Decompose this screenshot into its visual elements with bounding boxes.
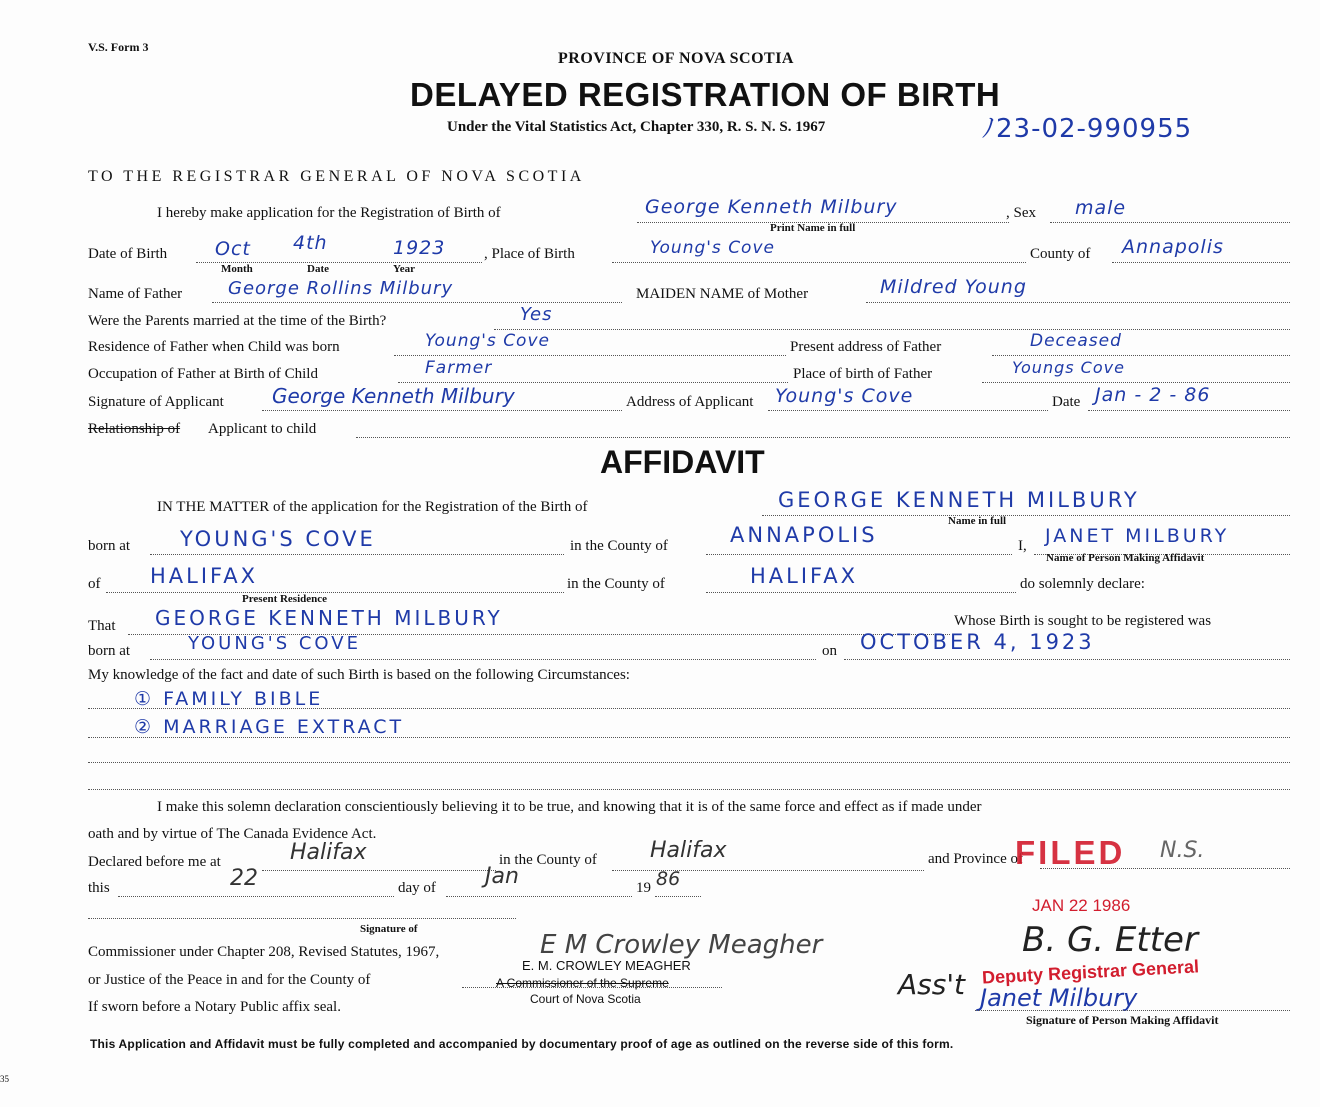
affiant-residence-value[interactable]: HALIFAX [150, 564, 258, 588]
circumstance-1[interactable]: ① FAMILY BIBLE [134, 688, 324, 710]
residence-line-aff [106, 592, 564, 593]
county-label: County of [1030, 246, 1091, 262]
dob-year-value[interactable]: 1923 [393, 237, 446, 259]
applicant-address-value[interactable]: Young's Cove [775, 385, 914, 407]
circumstance-line-4 [88, 789, 1290, 790]
name-in-full-caption: Name in full [948, 515, 1007, 527]
affiant-signature-line [975, 1010, 1290, 1011]
matter-label: IN THE MATTER of the application for the Registration of the Birth of [157, 499, 588, 515]
county-line-aff [706, 554, 1012, 555]
affidavit-child-name[interactable]: GEORGE KENNETH MILBURY [778, 488, 1140, 512]
form-title: DELAYED REGISTRATION OF BIRTH [410, 76, 1001, 113]
signature-label: Signature of Applicant [88, 394, 224, 410]
date-label: Date [1052, 394, 1081, 410]
that-name-value[interactable]: GEORGE KENNETH MILBURY [155, 606, 503, 630]
province-heading: PROVINCE OF NOVA SCOTIA [558, 50, 794, 67]
circumstance-line-3 [88, 762, 1290, 763]
on-line [844, 659, 1290, 660]
date-line [1088, 410, 1290, 411]
declared-county-label: in the County of [499, 852, 597, 868]
form-subtitle: Under the Vital Statistics Act, Chapter 330, R. S. N. S. 1967 [447, 119, 826, 135]
residence-county-value[interactable]: HALIFAX [750, 564, 858, 588]
born-at-line-2 [150, 659, 816, 660]
affiant-name-value[interactable]: JANET MILBURY [1045, 525, 1230, 547]
in-county-label-2: in the County of [567, 576, 665, 592]
day-of-label: day of [398, 880, 436, 896]
registration-number: ﾉ23-02-990955 [982, 114, 1193, 144]
born-at-value[interactable]: YOUNG'S COVE [180, 527, 376, 551]
i-label: I, [1018, 538, 1027, 554]
present-address-line [992, 355, 1290, 356]
born-at-line [150, 554, 564, 555]
on-label: on [822, 643, 837, 659]
affidavit-title: AFFIDAVIT [600, 444, 765, 480]
day-value[interactable]: 22 [230, 866, 258, 891]
commissioner-stamp-court: Court of Nova Scotia [530, 992, 641, 1006]
father-birthplace-label: Place of birth of Father [793, 366, 933, 382]
declared-label: Declared before me at [88, 854, 221, 870]
father-birthplace-value[interactable]: Youngs Cove [1012, 358, 1125, 377]
matter-line [762, 515, 1290, 516]
occupation-label: Occupation of Father at Birth of Child [88, 366, 318, 382]
married-label: Were the Parents married at the time of the Birth? [88, 313, 387, 329]
father-birthplace-line [982, 382, 1290, 383]
dob-month-value[interactable]: Oct [215, 238, 251, 260]
born-at-label: born at [88, 538, 131, 554]
province-label: and Province of [928, 851, 1023, 867]
signature-of-caption: Signature of [360, 923, 418, 935]
applicant-address-line [768, 410, 1048, 411]
mother-line [866, 302, 1290, 303]
province-value[interactable]: N.S. [1160, 838, 1205, 863]
relationship-label: Applicant to child [208, 421, 317, 437]
notary-label: If sworn before a Notary Public affix seal. [88, 999, 341, 1015]
of-label: of [88, 576, 101, 592]
present-address-label: Present address of Father [790, 339, 942, 355]
year-caption: Year [393, 263, 415, 275]
commissioner-label: Commissioner under Chapter 208, Revised Statutes, 1967, [88, 944, 440, 960]
signature-line [262, 410, 622, 411]
occupation-value[interactable]: Farmer [425, 358, 493, 378]
this-label: this [88, 880, 110, 896]
declared-at-value[interactable]: Halifax [290, 840, 367, 865]
circumstance-2[interactable]: ② MARRIAGE EXTRACT [134, 716, 405, 738]
relationship-label-struck: Relationship of [88, 421, 181, 437]
form-number: V.S. Form 3 [88, 40, 149, 54]
year-line [655, 896, 701, 897]
residence-line [394, 355, 786, 356]
knowledge-label: My knowledge of the fact and date of such Birth is based on the following Circumstances: [88, 667, 630, 683]
month-value[interactable]: Jan [485, 864, 519, 889]
commissioner-line [88, 918, 516, 919]
residence-county-line [706, 592, 1016, 593]
declare-label: do solemnly declare: [1020, 576, 1145, 592]
year-suffix[interactable]: 86 [656, 868, 681, 890]
year-prefix: 19 [636, 880, 651, 896]
mother-label: MAIDEN NAME of Mother [636, 286, 809, 302]
affiant-signature[interactable]: Janet Milbury [980, 984, 1138, 1012]
relationship-line [356, 437, 1290, 438]
born-at-value-2[interactable]: YOUNG'S COVE [188, 633, 361, 654]
print-name-caption: Print Name in full [770, 222, 856, 234]
day-line [118, 896, 394, 897]
declared-at-line [262, 870, 496, 871]
present-residence-caption: Present Residence [242, 593, 328, 605]
born-at-label-2: born at [88, 643, 131, 659]
month-caption: Month [221, 263, 253, 275]
registrar-stamp: Deputy Registrar General [981, 956, 1200, 988]
filed-date-stamp: JAN 22 1986 [1032, 896, 1131, 915]
commissioner-stamp-title: A Commissioner of the Supreme [496, 976, 669, 990]
married-line [494, 329, 1290, 330]
dob-day-value[interactable]: 4th [293, 232, 328, 254]
date-caption: Date [307, 263, 329, 275]
place-line [612, 262, 1026, 263]
residence-value[interactable]: Young's Cove [425, 331, 550, 351]
margin-mark: 35 [0, 1074, 9, 1084]
father-label: Name of Father [88, 286, 183, 302]
father-line [212, 302, 622, 303]
residence-label: Residence of Father when Child was born [88, 339, 340, 355]
occupation-line [398, 382, 788, 383]
registrar-signature: B. G. Etter [1022, 920, 1198, 960]
county-value[interactable]: Annapolis [1122, 236, 1224, 258]
person-caption: Name of Person Making Affidavit [1046, 552, 1205, 564]
dob-label: Date of Birth [88, 246, 168, 262]
date-value[interactable]: Jan - 2 - 86 [1095, 384, 1211, 406]
place-value[interactable]: Young's Cove [650, 238, 775, 258]
whose-label: Whose Birth is sought to be registered was [954, 613, 1212, 629]
footer-note: This Application and Affidavit must be fully completed and accompanied by documentary proof of age as outlined on the reverse side of this form. [90, 1037, 954, 1051]
month-line [446, 896, 632, 897]
solemn-line-1: I make this solemn declaration conscientiously believing it to be true, and knowing that it is of the same force and effect as if made under [157, 799, 982, 815]
addressee-line: TO THE REGISTRAR GENERAL OF NOVA SCOTIA [88, 168, 585, 185]
that-label: That [88, 618, 116, 634]
sex-label: , Sex [1006, 205, 1036, 221]
father-value[interactable]: George Rollins Milbury [228, 278, 454, 299]
affiant-caption: Signature of Person Making Affidavit [1026, 1013, 1219, 1027]
sex-line [1050, 222, 1290, 223]
assistant-note: Ass't [898, 968, 966, 1001]
commissioner-signature: E M Crowley Meagher [540, 930, 823, 960]
declared-county-value[interactable]: Halifax [650, 838, 727, 863]
married-value[interactable]: Yes [520, 304, 553, 325]
present-address-value[interactable]: Deceased [1030, 331, 1122, 351]
child-name-value[interactable]: George Kenneth Milbury [645, 196, 898, 218]
place-label: , Place of Birth [484, 246, 575, 262]
affidavit-county-value[interactable]: ANNAPOLIS [730, 523, 878, 547]
on-date-value[interactable]: OCTOBER 4, 1923 [860, 630, 1095, 654]
applicant-address-label: Address of Applicant [626, 394, 754, 410]
in-county-label: in the County of [570, 538, 668, 554]
solemn-line-2: oath and by virtue of The Canada Evidence Act. [88, 826, 377, 842]
applicant-signature[interactable]: George Kenneth Milbury [272, 384, 515, 408]
commissioner-stamp-name: E. M. CROWLEY MEAGHER [522, 958, 691, 973]
justice-label: or Justice of the Peace in and for the County of [88, 972, 371, 988]
filed-stamp: FILED [1015, 834, 1126, 871]
county-line [1112, 262, 1290, 263]
sex-value[interactable]: male [1075, 197, 1127, 219]
mother-value[interactable]: Mildred Young [880, 276, 1027, 298]
intro-label: I hereby make application for the Registration of Birth of [157, 205, 501, 221]
